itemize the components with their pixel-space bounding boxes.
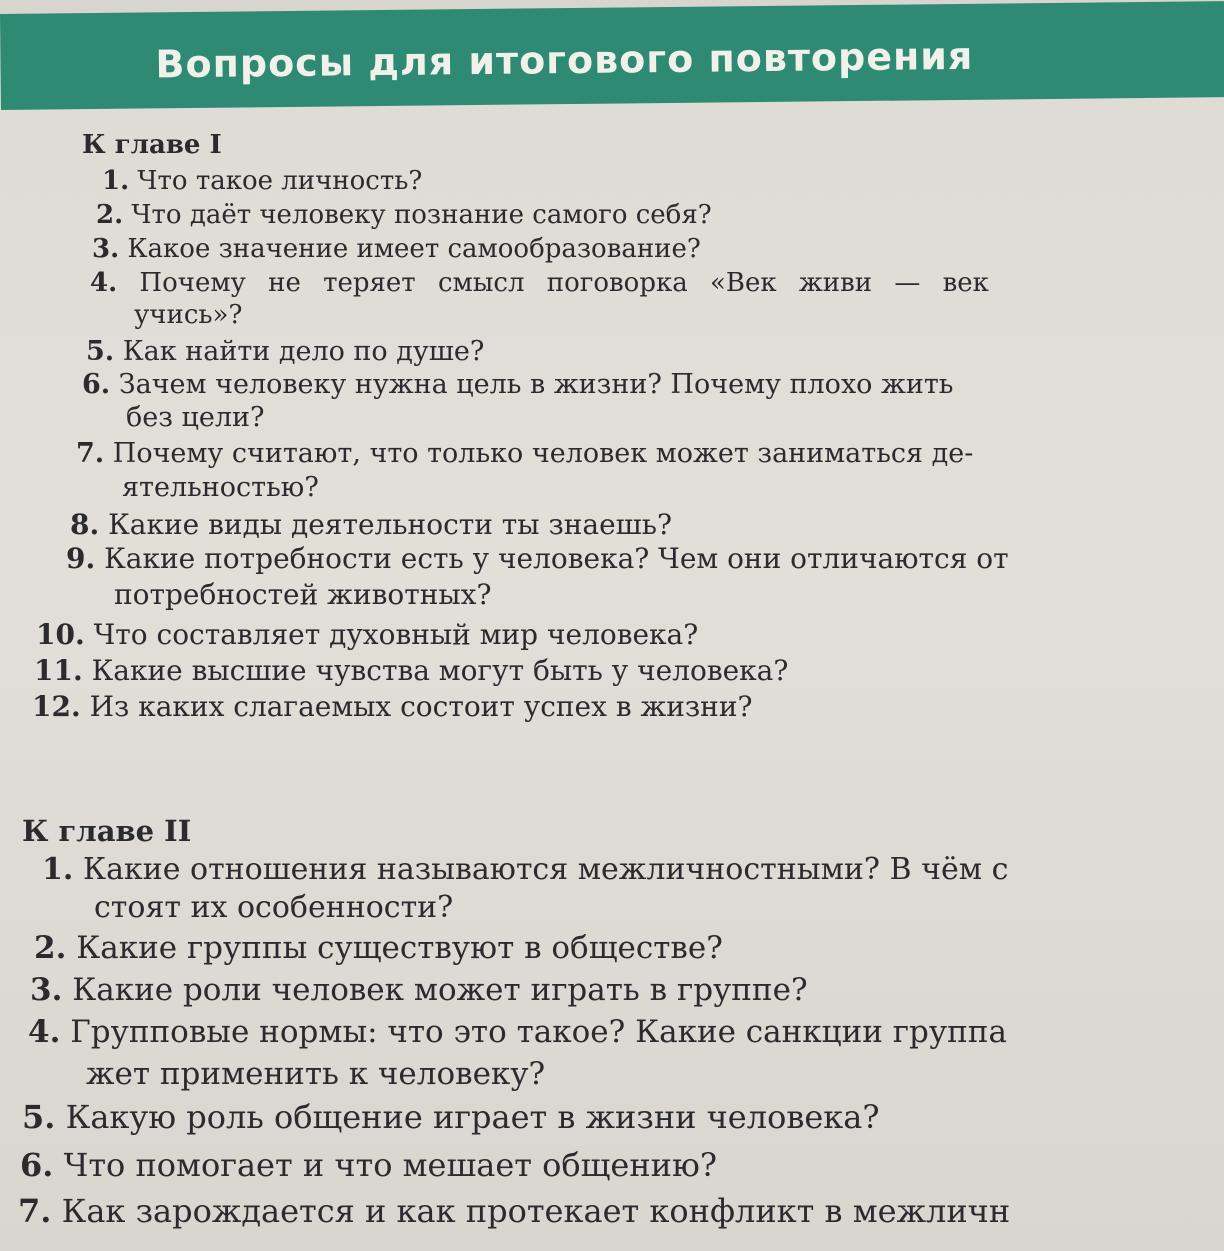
question-number: 7. bbox=[18, 1192, 52, 1230]
question-text: Почему не теряет смысл поговорка «Век живи — век bbox=[139, 268, 989, 298]
ch1-question-8 bbox=[70, 508, 672, 541]
question-text: Какую роль общение играет в жизни человека? bbox=[65, 1098, 880, 1136]
question-number: 1. bbox=[42, 852, 74, 887]
ch1-question-6 bbox=[82, 369, 953, 400]
chapter-1-heading: К главе I bbox=[82, 130, 222, 160]
ch2-question-1-continuation: стоят их особенности? bbox=[94, 890, 454, 925]
question-text: Какие потребности есть у человека? Чем они отличаются от bbox=[104, 542, 1009, 575]
question-number: 8. bbox=[70, 508, 100, 541]
ch1-question-10 bbox=[36, 618, 698, 651]
ch1-question-9-continuation: потребностей животных? bbox=[114, 578, 492, 611]
question-number: 4. bbox=[90, 268, 118, 298]
ch2-question-3 bbox=[30, 972, 808, 1008]
banner-title: Вопросы для итогового повторения bbox=[155, 33, 974, 87]
ch2-question-1 bbox=[42, 852, 1008, 887]
question-text: Почему считают, что только человек может заниматься де- bbox=[112, 438, 974, 469]
question-number: 3. bbox=[30, 972, 63, 1008]
ch1-question-5 bbox=[86, 336, 484, 367]
question-text: Из каких слагаемых состоит успех в жизни? bbox=[89, 690, 753, 723]
question-number: 2. bbox=[96, 200, 124, 230]
question-text: Что составляет духовный мир человека? bbox=[93, 618, 699, 651]
question-text: Что такое личность? bbox=[137, 166, 423, 196]
question-text: Какие роли человек может играть в группе? bbox=[72, 972, 808, 1008]
ch1-question-9 bbox=[66, 542, 1009, 575]
ch1-question-12 bbox=[32, 690, 753, 723]
question-text: Групповые нормы: что это такое? Какие санкции группа bbox=[70, 1014, 1007, 1050]
ch2-question-5 bbox=[22, 1098, 880, 1136]
ch1-question-7-continuation: ятельностью? bbox=[122, 472, 319, 503]
question-text: Какие отношения называются межличностными? В чём с bbox=[82, 852, 1009, 887]
ch1-question-11 bbox=[34, 654, 788, 687]
ch1-question-6-continuation: без цели? bbox=[126, 402, 265, 433]
ch1-question-2 bbox=[96, 200, 712, 230]
question-number: 6. bbox=[82, 369, 111, 400]
question-number: 4. bbox=[28, 1014, 61, 1050]
question-number: 9. bbox=[66, 542, 96, 575]
ch1-question-3 bbox=[92, 234, 701, 264]
ch1-question-7 bbox=[76, 438, 973, 469]
question-text: Как найти дело по душе? bbox=[122, 336, 485, 367]
chapter-2-heading: К главе II bbox=[22, 814, 192, 848]
ch1-question-4-continuation: учись»? bbox=[134, 300, 243, 330]
question-text: Что помогает и что мешает общению? bbox=[63, 1146, 718, 1184]
question-number: 7. bbox=[76, 438, 105, 469]
ch2-question-4-continuation: жет применить к человеку? bbox=[86, 1056, 546, 1092]
question-text: Зачем человеку нужна цель в жизни? Почему плохо жить bbox=[118, 369, 954, 400]
ch2-question-6 bbox=[20, 1146, 717, 1184]
question-text: Какие высшие чувства могут быть у человека? bbox=[91, 654, 789, 687]
question-text: Как зарождается и как протекает конфликт в межличн bbox=[61, 1192, 1011, 1230]
ch2-question-2 bbox=[34, 930, 723, 966]
question-number: 2. bbox=[34, 930, 67, 966]
ch1-question-1 bbox=[102, 166, 422, 196]
question-number: 11. bbox=[34, 654, 83, 687]
question-number: 12. bbox=[32, 690, 81, 723]
question-text: Какое значение имеет самообразование? bbox=[127, 234, 701, 264]
question-number: 1. bbox=[102, 166, 130, 196]
ch1-question-4 bbox=[90, 268, 989, 298]
ch2-question-7 bbox=[18, 1192, 1010, 1230]
ch2-question-4 bbox=[28, 1014, 1007, 1050]
question-number: 5. bbox=[22, 1098, 56, 1136]
question-text: Какие виды деятельности ты знаешь? bbox=[108, 508, 672, 541]
question-number: 6. bbox=[20, 1146, 54, 1184]
question-text: Какие группы существуют в обществе? bbox=[76, 930, 723, 966]
question-text: Что даёт человеку познание самого себя? bbox=[131, 200, 712, 230]
question-number: 10. bbox=[36, 618, 85, 651]
question-number: 5. bbox=[86, 336, 115, 367]
question-number: 3. bbox=[92, 234, 120, 264]
